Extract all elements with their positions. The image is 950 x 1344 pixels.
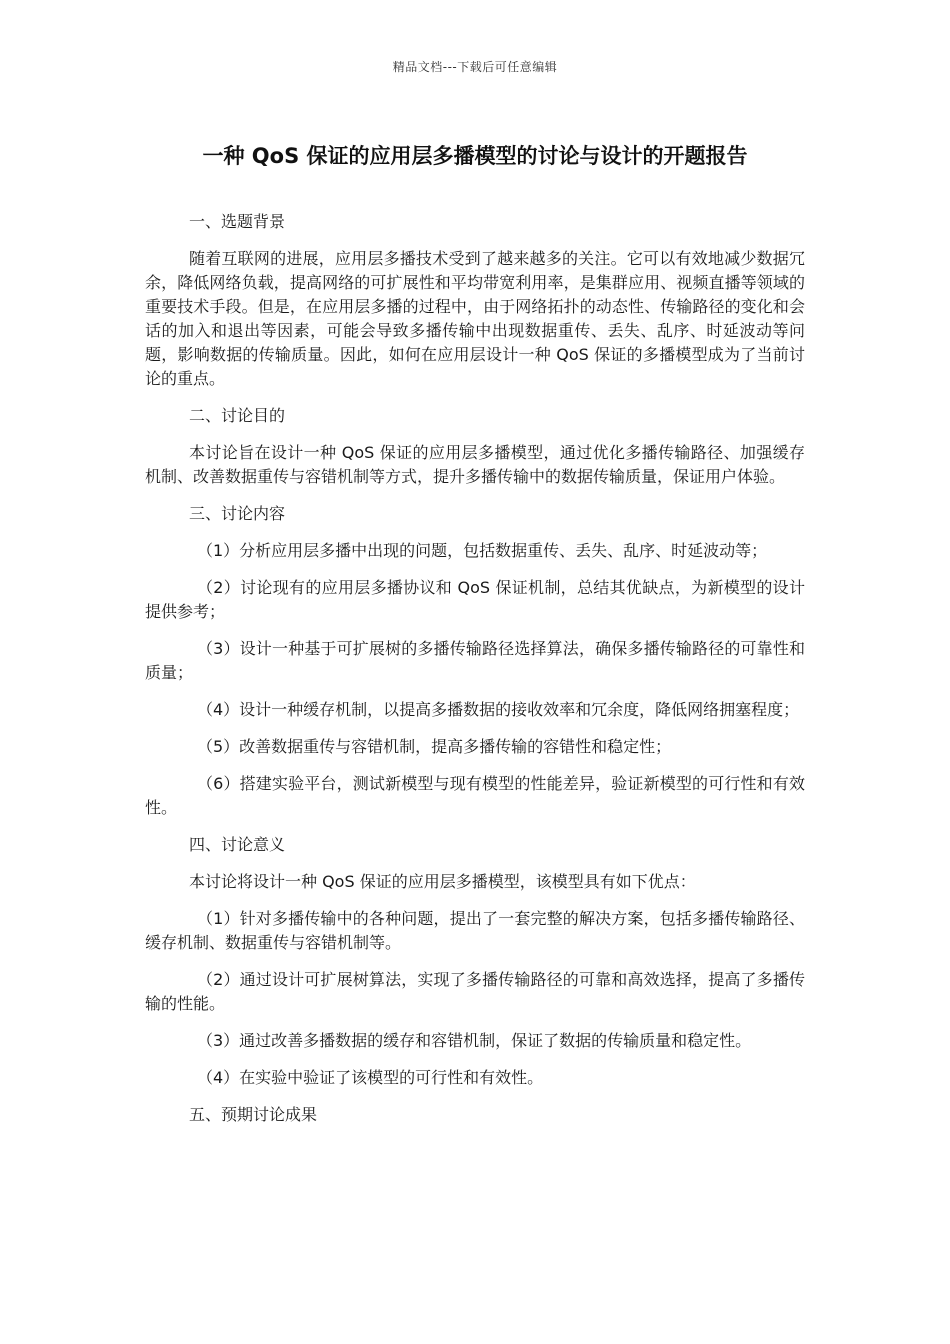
header-note: 精品文档---下载后可任意编辑 [392, 60, 558, 74]
significance-paragraph: 本讨论将设计一种 QoS 保证的应用层多播模型，该模型具有如下优点： [189, 872, 696, 891]
significance-item: （2）通过设计可扩展树算法，实现了多播传输路径的可靠和高效选择，提高了多播传输的性能。 [145, 970, 805, 1013]
content-item: （6）搭建实验平台，测试新模型与现有模型的性能差异，验证新模型的可行性和有效性。 [145, 774, 805, 817]
significance-item: （1）针对多播传输中的各种问题，提出了一套完整的解决方案，包括多播传输路径、缓存机制、数据重传与容错机制等。 [145, 909, 805, 952]
section-heading-significance: 四、讨论意义 [189, 835, 286, 854]
content-item: （3）设计一种基于可扩展树的多播传输路径选择算法，确保多播传输路径的可靠性和质量； [145, 639, 805, 682]
document-title: 一种 QoS 保证的应用层多播模型的讨论与设计的开题报告 [202, 144, 748, 168]
background-paragraph: 随着互联网的进展，应用层多播技术受到了越来越多的关注。它可以有效地减少数据冗余，降低网络负载，提高网络的可扩展性和平均带宽利用率，是集群应用、视频直播等领域的重要技术手段。但是，在应用层多播的过程中，由于网络拓扑的动态性、传输路径的变化和会话的加入和退出等因素，可能会导致多播传输中出现数据重传、丢失、乱序、时延波动等问题，影响数据的传输质量。因此，如何在应用层设计一种 QoS 保证的多播模型成为了当前讨论的重点。 [145, 249, 805, 388]
content-item: （5）改善数据重传与容错机制，提高多播传输的容错性和稳定性； [197, 737, 672, 756]
content-item: （2）讨论现有的应用层多播协议和 QoS 保证机制，总结其优缺点，为新模型的设计提供参考； [145, 578, 805, 621]
significance-item: （3）通过改善多播数据的缓存和容错机制，保证了数据的传输质量和稳定性。 [197, 1031, 752, 1050]
document-body [145, 210, 805, 1140]
content-item: （1）分析应用层多播中出现的问题，包括数据重传、丢失、乱序、时延波动等； [197, 541, 768, 560]
purpose-paragraph: 本讨论旨在设计一种 QoS 保证的应用层多播模型，通过优化多播传输路径、加强缓存机制、改善数据重传与容错机制等方式，提升多播传输中的数据传输质量，保证用户体验。 [145, 443, 805, 486]
section-heading-background: 一、选题背景 [189, 212, 286, 231]
section-heading-content: 三、讨论内容 [189, 504, 286, 523]
section-heading-purpose: 二、讨论目的 [189, 406, 286, 425]
content-item: （4）设计一种缓存机制，以提高多播数据的接收效率和冗余度，降低网络拥塞程度； [197, 700, 800, 719]
significance-item: （4）在实验中验证了该模型的可行性和有效性。 [197, 1068, 544, 1087]
section-heading-outcomes: 五、预期讨论成果 [189, 1105, 318, 1124]
